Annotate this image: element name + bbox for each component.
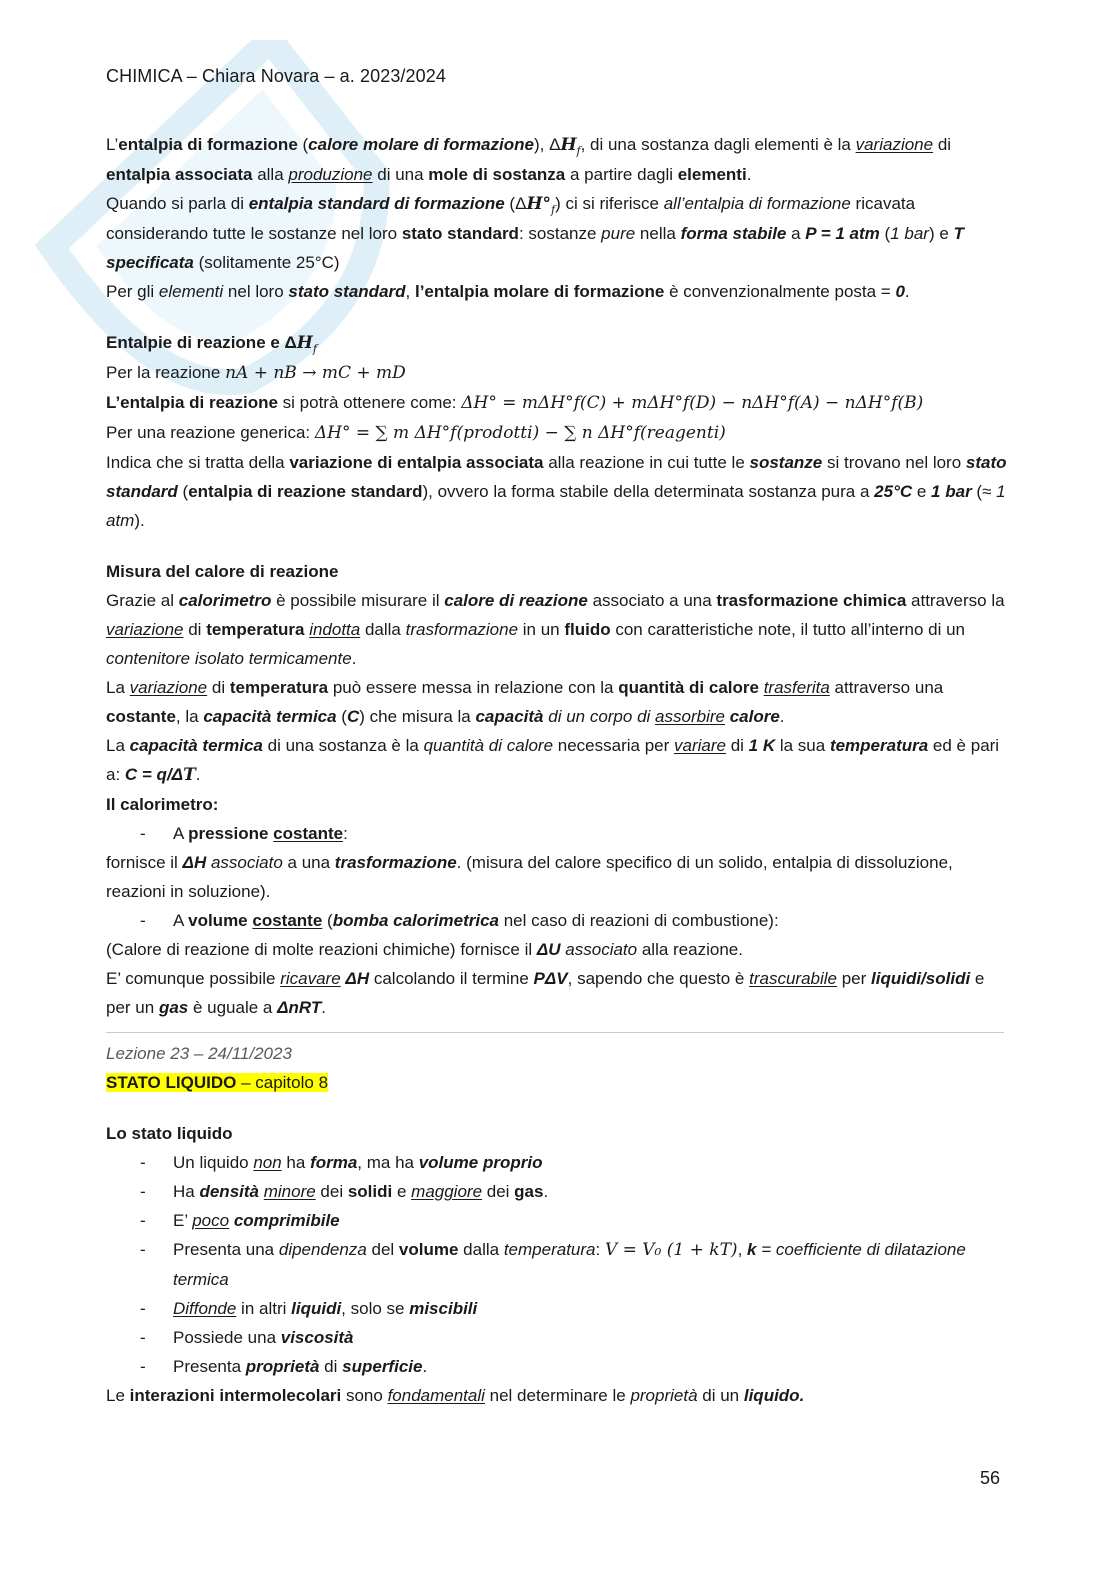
section-divider [106,1032,1004,1033]
calorimeter-label: Il calorimetro: [106,795,219,814]
list-item: - Ha densità minore dei solidi e maggiore dei gas. [140,1182,549,1201]
paragraph-capacity-definition: La capacità termica di una sostanza è la quantità di calore necessaria per variare di 1 K la sua temperatura ed è pari a: C = q/ΔT. [106,736,1000,785]
page-content [106,130,1011,1410]
constant-pressure-desc: fornisce il ΔH associato a una trasformazione. (misura del calore specifico di un solido, entalpia di dissoluzione, reazioni in soluzione). [106,853,953,901]
page-number: 56 [980,1468,1001,1488]
paragraph-intermolecular: Le interazioni intermolecolari sono fondamentali nel determinare le proprietà di un liquido. [106,1386,805,1405]
reaction-line: Per la reazione nA + nB → mC + mD [106,363,406,383]
paragraph-standard-enthalpy: Quando si parla di entalpia standard di formazione $(\Delta H^\circ_f)$ ci si riferisce all’entalpia di formazione ricavata considerando tutte le sostanze nel loro stato standard: sostanze pure nella forma stabile a P = 1 atm (1 bar) e T specificata (solitamente 25°C) [106,194,964,272]
reaction-enthalpy-formula: L’entalpia di reazione si potrà ottenere come: ΔH° = mΔH°f(C) + mΔH°f(D) − nΔH°f(A) − nΔH°f(B) [106,393,924,413]
paragraph-calorimeter: Grazie al calorimetro è possibile misurare il calore di reazione associato a una trasformazione chimica attraverso la variazione di temperatura indotta dalla trasformazione in un fluido con caratteristiche note, il tutto all’interno di un contenitore isolato termicamente. [106,591,1005,668]
paragraph-standard-state: Indica che si tratta della variazione di entalpia associata alla reazione in cui tutte le sostanze si trovano nel loro stato standard (entalpia di reazione standard), ovvero la forma stabile della determinata sostanza pura a 25°C e 1 bar (≈ 1 atm). [106,453,1007,530]
list-item: - Possiede una viscosità [140,1328,354,1347]
list-item-constant-volume: - A volume costante (bomba calorimetrica nel caso di reazioni di combustione): [140,911,779,930]
heading-liquid-state: Lo stato liquido [106,1124,233,1143]
list-item-constant-pressure: - A pressione costante: [140,824,348,843]
paragraph-elements-zero: Per gli elementi nel loro stato standard, l’entalpia molare di formazione è convenzionalmente posta = 0. [106,282,910,301]
list-item: - Presenta una dipendenza del volume dalla temperatura: V = V₀ (1 + kT), k = coefficiente di dilatazione termica [140,1240,966,1289]
list-item: - Presenta proprietà di superficie. [140,1357,428,1376]
constant-volume-desc: (Calore di reazione di molte reazioni chimiche) fornisce il ΔU associato alla reazione. [106,940,743,959]
list-item: - Diffonde in altri liquidi, solo se miscibili [140,1299,478,1318]
heading-reaction-enthalpy: Entalpie di reazione e $\Delta H_f$ [106,333,317,356]
paragraph-enthalpy-formation: L’entalpia di formazione (calore molare di formazione), $\Delta H_f$, di una sostanza dagli elementi è la variazione di entalpia associata alla produzione di una mole di sostanza a partire dagli elementi. [106,135,952,184]
heading-heat-measure: Misura del calore di reazione [106,562,339,581]
list-item: - Un liquido non ha forma, ma ha volume proprio [140,1153,543,1172]
paragraph-derive-dh: E’ comunque possibile ricavare ΔH calcolando il termine PΔV, sapendo che questo è trascurabile per liquidi/solidi e per un gas è uguale a ΔnRT. [106,969,985,1017]
paragraph-heat-capacity: La variazione di temperatura può essere messa in relazione con la quantità di calore trasferita attraverso una costante, la capacità termica (C) che misura la capacità di un corpo di assorbire calore. [106,678,944,726]
list-item: - E’ poco comprimibile [140,1211,340,1230]
page-header: CHIMICA – Chiara Novara – a. 2023/2024 [106,66,446,86]
generic-reaction-formula: Per una reazione generica: ΔH° = ∑ m ΔH°f(prodotti) − ∑ n ΔH°f(reagenti) [106,423,726,443]
lesson-label: Lezione 23 – 24/11/2023 [106,1044,292,1063]
chapter-title: STATO LIQUIDO – capitolo 8 [106,1073,329,1092]
